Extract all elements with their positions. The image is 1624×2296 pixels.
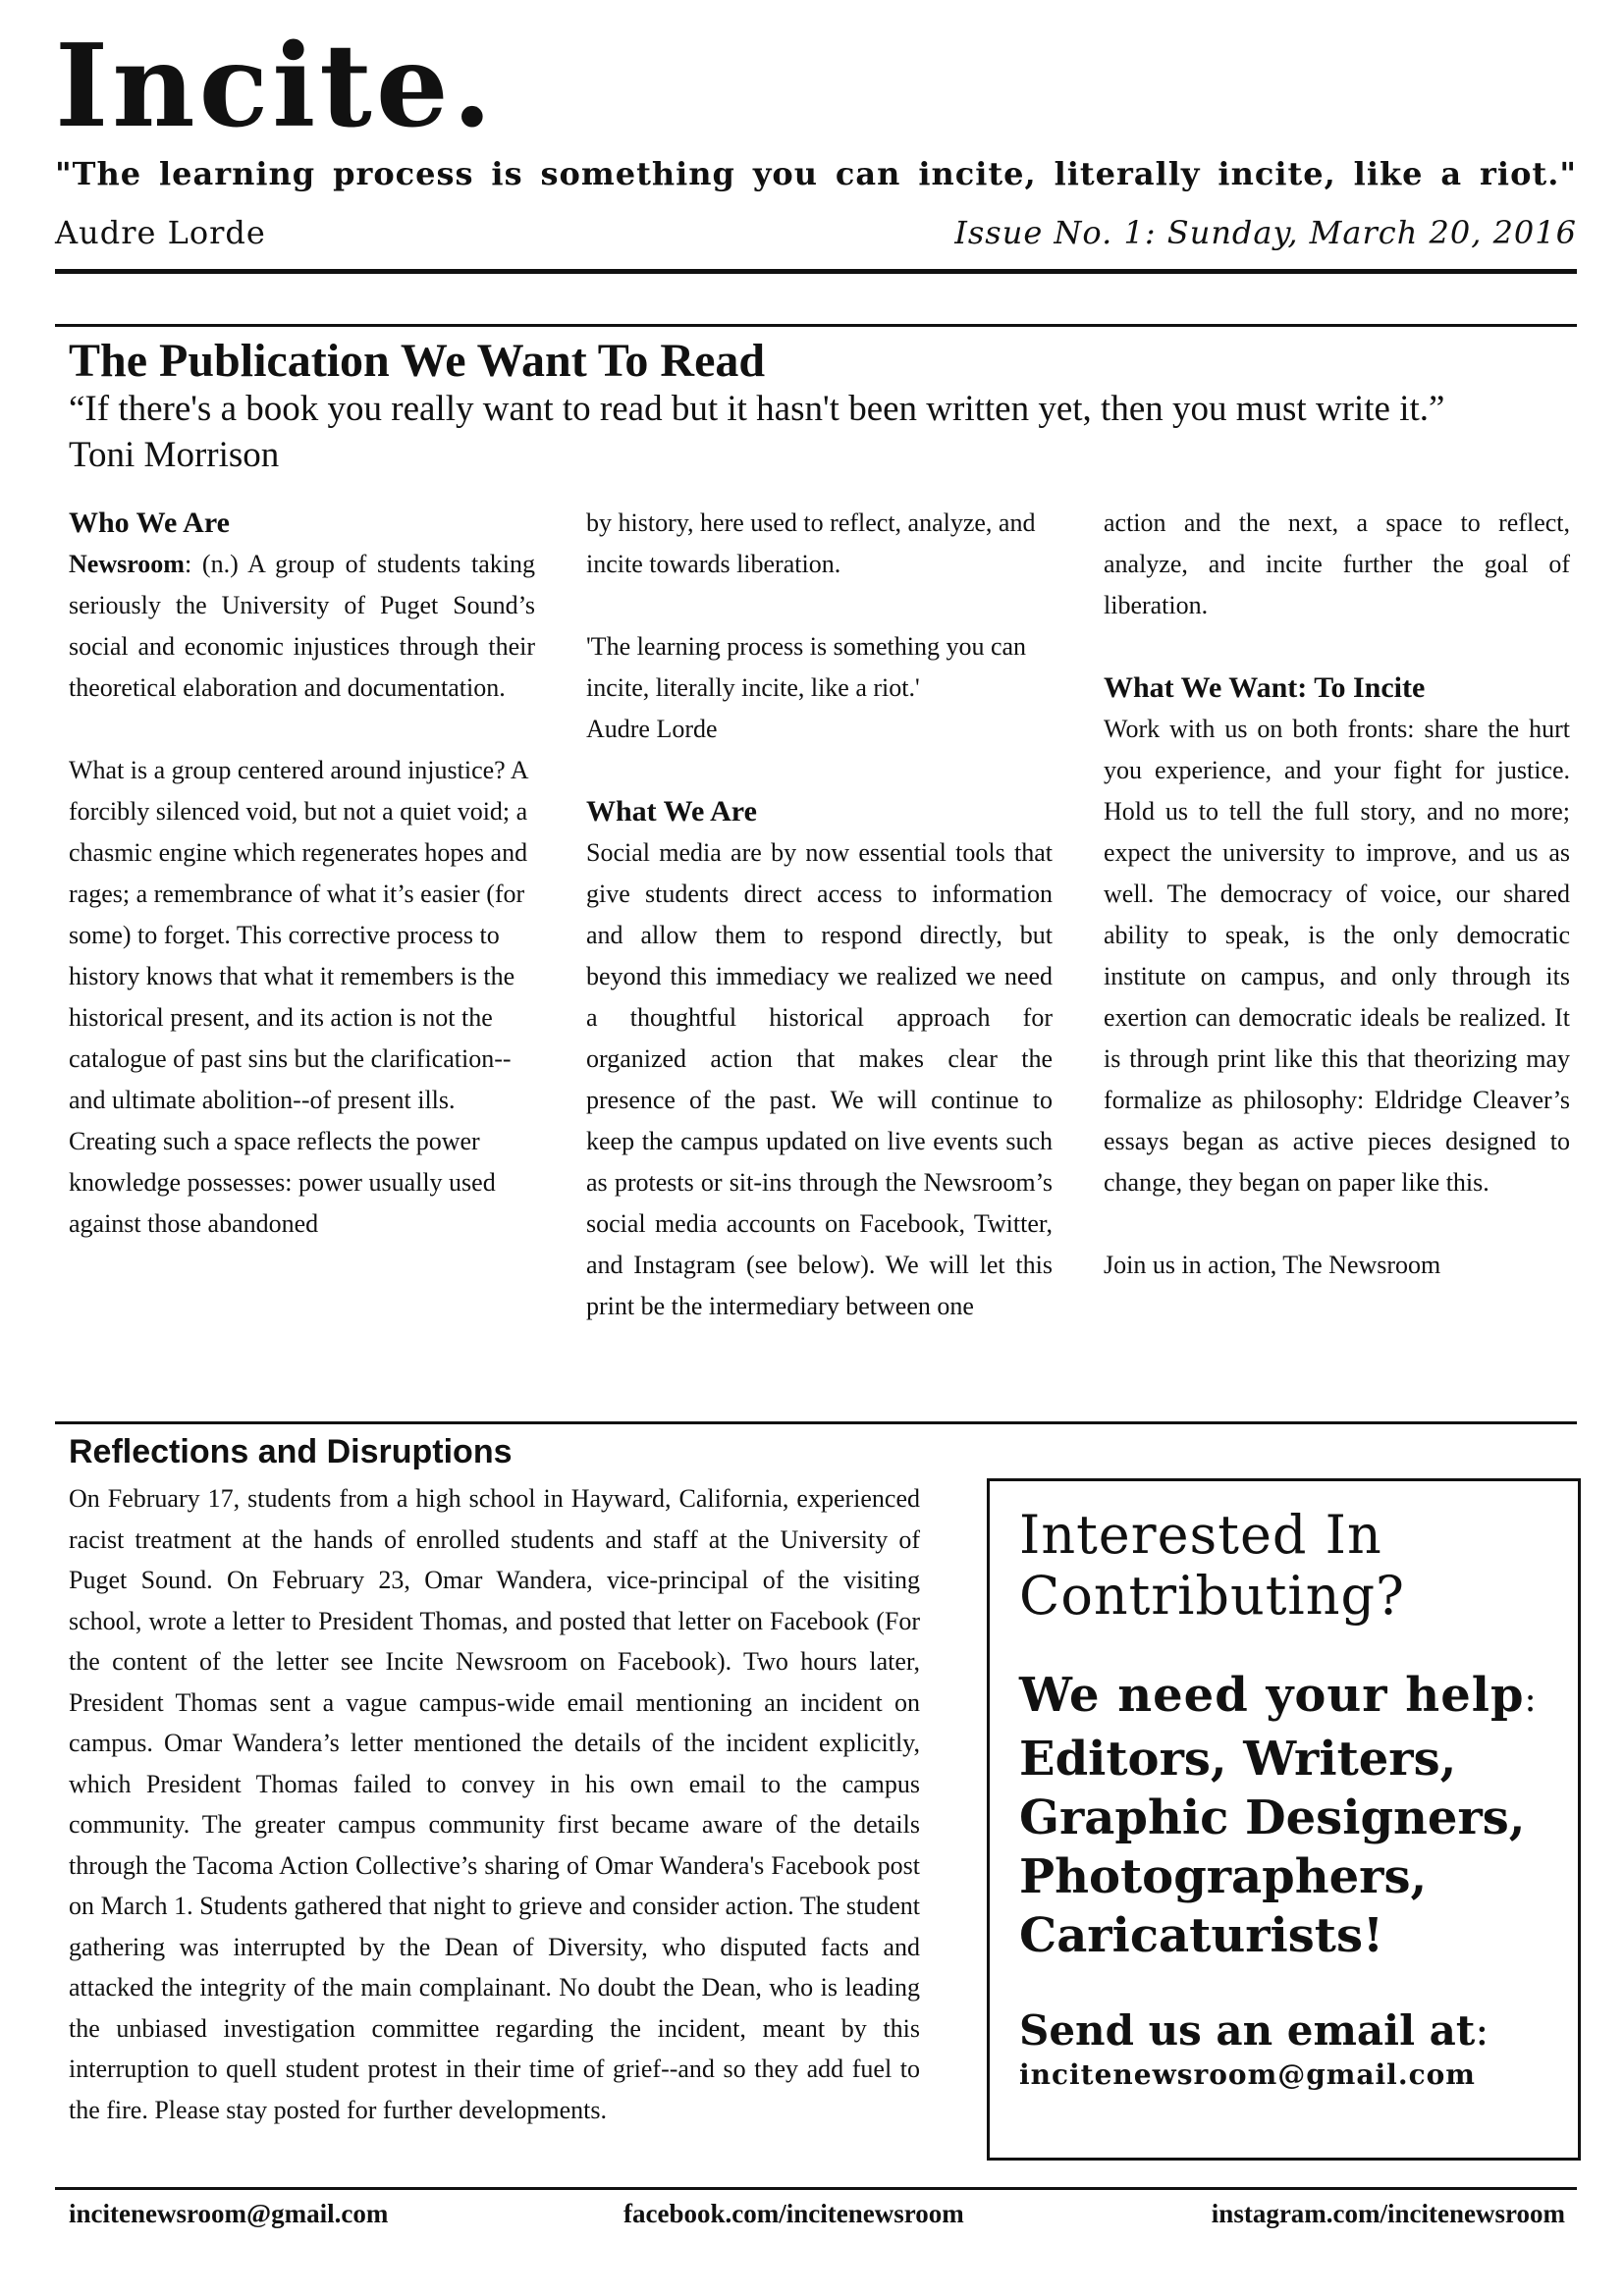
callout-role-line: Photographers, xyxy=(1019,1849,1428,1904)
masthead-quote: "The learning process is something you can incite, literally incite, like a riot." xyxy=(55,155,1577,192)
article-column-2 xyxy=(586,503,1053,1327)
who-we-are-paragraph: What is a group centered around injustice? A forcibly silenced void, but not a quiet void; a chasmic engine which regenerates hopes and rages; a remembrance of what it’s easier (for some) to forget. This corrective process to history knows that what it remembers is the historical present, and its action is not the catalogue of past sins but the clarification--and ultimate abolition--of present ills. Creating such a space reflects the power knowledge possesses: power usually used against those abandoned xyxy=(69,756,528,1238)
callout-help xyxy=(1019,1666,1550,1730)
what-we-are-heading: What We Are xyxy=(586,795,757,828)
callout-heading xyxy=(1019,1505,1550,1627)
callout-role-line: Editors, Writers, xyxy=(1019,1732,1457,1787)
callout-heading-line-2: Contributing? xyxy=(1019,1565,1406,1627)
definition-text: : (n.) A group of students taking seriously the University of Puget Sound’s social and economic injustices through their theoretical elaboration and documentation. xyxy=(69,550,535,702)
callout-email: incitenewsroom@gmail.com xyxy=(1019,2058,1476,2091)
masthead-quote-author: Audre Lorde xyxy=(55,214,266,251)
what-we-are-continued: action and the next, a space to reflect, analyze, and incite further the goal of liberation. xyxy=(1104,508,1570,619)
section-divider-middle xyxy=(55,1421,1577,1424)
callout-send xyxy=(1019,2006,1550,2056)
callout-role-line: Graphic Designers, xyxy=(1019,1790,1526,1845)
section-divider-top xyxy=(55,324,1577,327)
callout-help-text: We need your help xyxy=(1019,1668,1525,1723)
footer-facebook-link[interactable]: facebook.com/incitenewsroom xyxy=(623,2199,964,2228)
callout-help-colon: : xyxy=(1524,1680,1538,1720)
lorde-quote-author: Audre Lorde xyxy=(586,715,718,743)
what-we-are-paragraph: Social media are by now essential tools that give students direct access to information and allow them to respond directly, but beyond this immediacy we realized we need a thoughtful historical approach for organized action that makes clear the presence of the past. We will continue to keep the campus updated on live events such as protests or sit-ins through the Newsroom’s social media accounts on Facebook, Twitter, and Instagram (see below). We will let this print be the intermediary between one xyxy=(586,838,1053,1320)
callout-heading-line-1: Interested In xyxy=(1019,1504,1382,1566)
callout-send-colon: : xyxy=(1475,2006,1489,2055)
lorde-quote: 'The learning process is something you can incite, literally incite, like a riot.' xyxy=(586,632,1027,702)
what-we-want-paragraph: Work with us on both fronts: share the hurt you experience, and your fight for justice. Hold us to tell the full story, and no more; expect the university to improve, and us as well. The democracy of voice, our shared ability to speak, is the only democratic institute on campus, and only through its exertion can democratic ideals be realized. It is through print like this that theorizing may formalize as philosophy: Eldridge Cleaver’s essays began as active pieces designed to change, they began on paper like this. xyxy=(1104,715,1570,1197)
article-column-3 xyxy=(1104,503,1570,1286)
article-column-1 xyxy=(69,503,535,1245)
what-we-want-heading: What We Want: To Incite xyxy=(1104,671,1426,704)
masthead-title: Incite. xyxy=(55,20,497,153)
footer-email-link[interactable]: incitenewsroom@gmail.com xyxy=(69,2199,389,2228)
section-epigraph: “If there's a book you really want to read but it hasn't been written yet, then you must write it.” xyxy=(69,389,1445,429)
definition-term: Newsroom xyxy=(69,550,185,578)
reflections-body: On February 17, students from a high school in Hayward, California, experienced racist treatment at the hands of enrolled students and staff at the University of Puget Sound. On February 23, Omar Wandera, vice-principal of the visiting school, wrote a letter to President Thomas, and posted that letter on Facebook (For the content of the letter see Incite Newsroom on Facebook). Two hours later, President Thomas sent a vague campus-wide email mentioning an incident on campus. Omar Wandera’s letter mentioned the details of the incident explicitly, which President Thomas failed to convey in his own email to the campus community. The greater campus community first became aware of the details through the Tacoma Action Collective’s sharing of Omar Wandera's Facebook post on March 1. Students gathered that night to grieve and consider action. The student gathering was interrupted by the Dean of Diversity, who disputed facts and attacked the integrity of the main complainant. No doubt the Dean, who is leading the unbiased investigation committee regarding the incident, meant by this interruption to quell student protest in their time of grief--and so they add fuel to the fire. Please stay posted for further developments. xyxy=(69,1484,920,2124)
masthead-divider xyxy=(55,269,1577,274)
footer-instagram-link[interactable]: instagram.com/incitenewsroom xyxy=(1211,2199,1565,2228)
callout-send-label: Send us an email at xyxy=(1019,2006,1476,2055)
callout-role-line: Caricaturists! xyxy=(1019,1908,1384,1963)
contribute-callout xyxy=(987,1478,1581,2161)
signoff: Join us in action, The Newsroom xyxy=(1104,1251,1441,1279)
callout-roles xyxy=(1019,1730,1550,1965)
section-epigraph-author: Toni Morrison xyxy=(69,435,280,475)
newsroom-definition xyxy=(69,544,535,709)
section-title: The Publication We Want To Read xyxy=(69,335,766,387)
who-we-are-continued: by history, here used to reflect, analyze, and incite towards liberation. xyxy=(586,508,1036,578)
issue-date: Issue No. 1: Sunday, March 20, 2016 xyxy=(954,214,1577,251)
reflections-heading: Reflections and Disruptions xyxy=(69,1433,513,1470)
footer-divider xyxy=(55,2187,1577,2190)
who-we-are-heading: Who We Are xyxy=(69,507,230,539)
